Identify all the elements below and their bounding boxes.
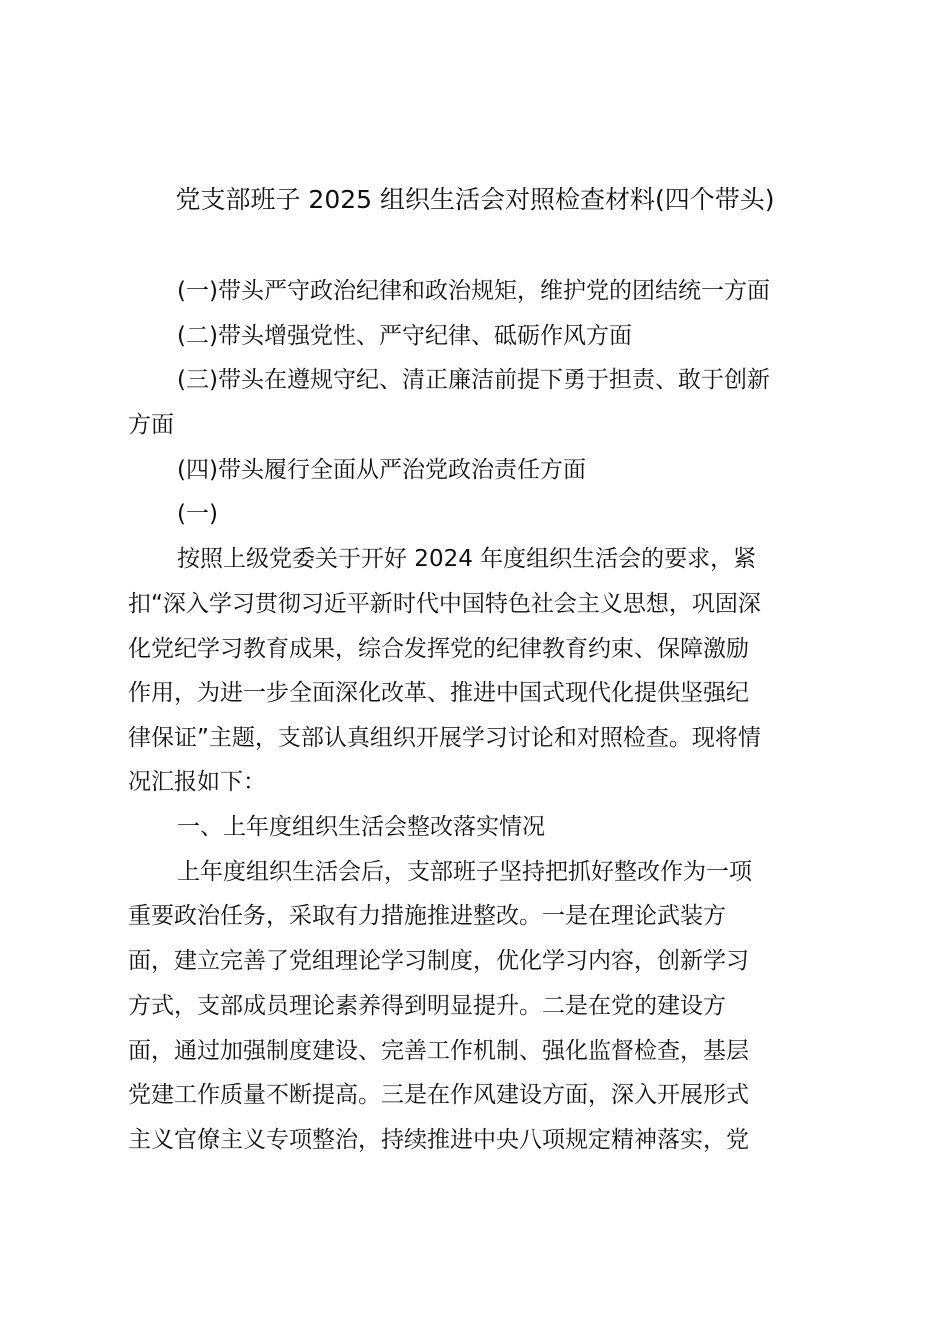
outline-item-1: (一)带头严守政治纪律和政治规矩，维护党的团结统一方面 [177,278,770,304]
section-line-4: 方式，支部成员理论素养得到明显提升。二是在党的建设方 [128,993,726,1019]
section-line-6: 党建工作质量不断提高。三是在作风建设方面，深入开展形式 [128,1082,749,1108]
intro-line-4: 作用，为进一步全面深化改革、推进中国式现代化提供坚强纪 [128,680,749,706]
intro-line-2: 扣“深入学习贯彻习近平新时代中国特色社会主义思想，巩固深 [128,591,761,617]
outline-item-5: (一) [177,501,218,527]
section-line-3: 面，建立完善了党组理论学习制度，优化学习内容，创新学习 [128,948,749,974]
section-line-7: 主义官僚主义专项整治，持续推进中央八项规定精神落实，党 [128,1127,749,1153]
section-line-2: 重要政治任务，采取有力措施推进整改。一是在理论武装方 [128,903,726,929]
intro-line-3: 化党纪学习教育成果，综合发挥党的纪律教育约束、保障激励 [128,636,749,662]
intro-line-6: 况汇报如下： [128,769,266,795]
outline-item-3-continued: 方面 [128,412,174,438]
section-heading: 一、上年度组织生活会整改落实情况 [177,814,545,840]
outline-item-4: (四)带头履行全面从严治党政治责任方面 [177,457,586,483]
intro-line-5: 律保证”主题，支部认真组织开展学习讨论和对照检查。现将情 [128,725,761,751]
intro-line-1: 按照上级党委关于开好 2024 年度组织生活会的要求，紧 [177,546,757,572]
section-line-1: 上年度组织生活会后，支部班子坚持把抓好整改作为一项 [177,859,752,885]
document-title: 党支部班子 2025 组织生活会对照检查材料(四个带头) [175,185,775,214]
section-line-5: 面，通过加强制度建设、完善工作机制、强化监督检查，基层 [128,1038,749,1064]
outline-item-2: (二)带头增强党性、严守纪律、砥砺作风方面 [177,323,632,349]
outline-item-3: (三)带头在遵规守纪、清正廉洁前提下勇于担责、敢于创新 [177,367,770,393]
